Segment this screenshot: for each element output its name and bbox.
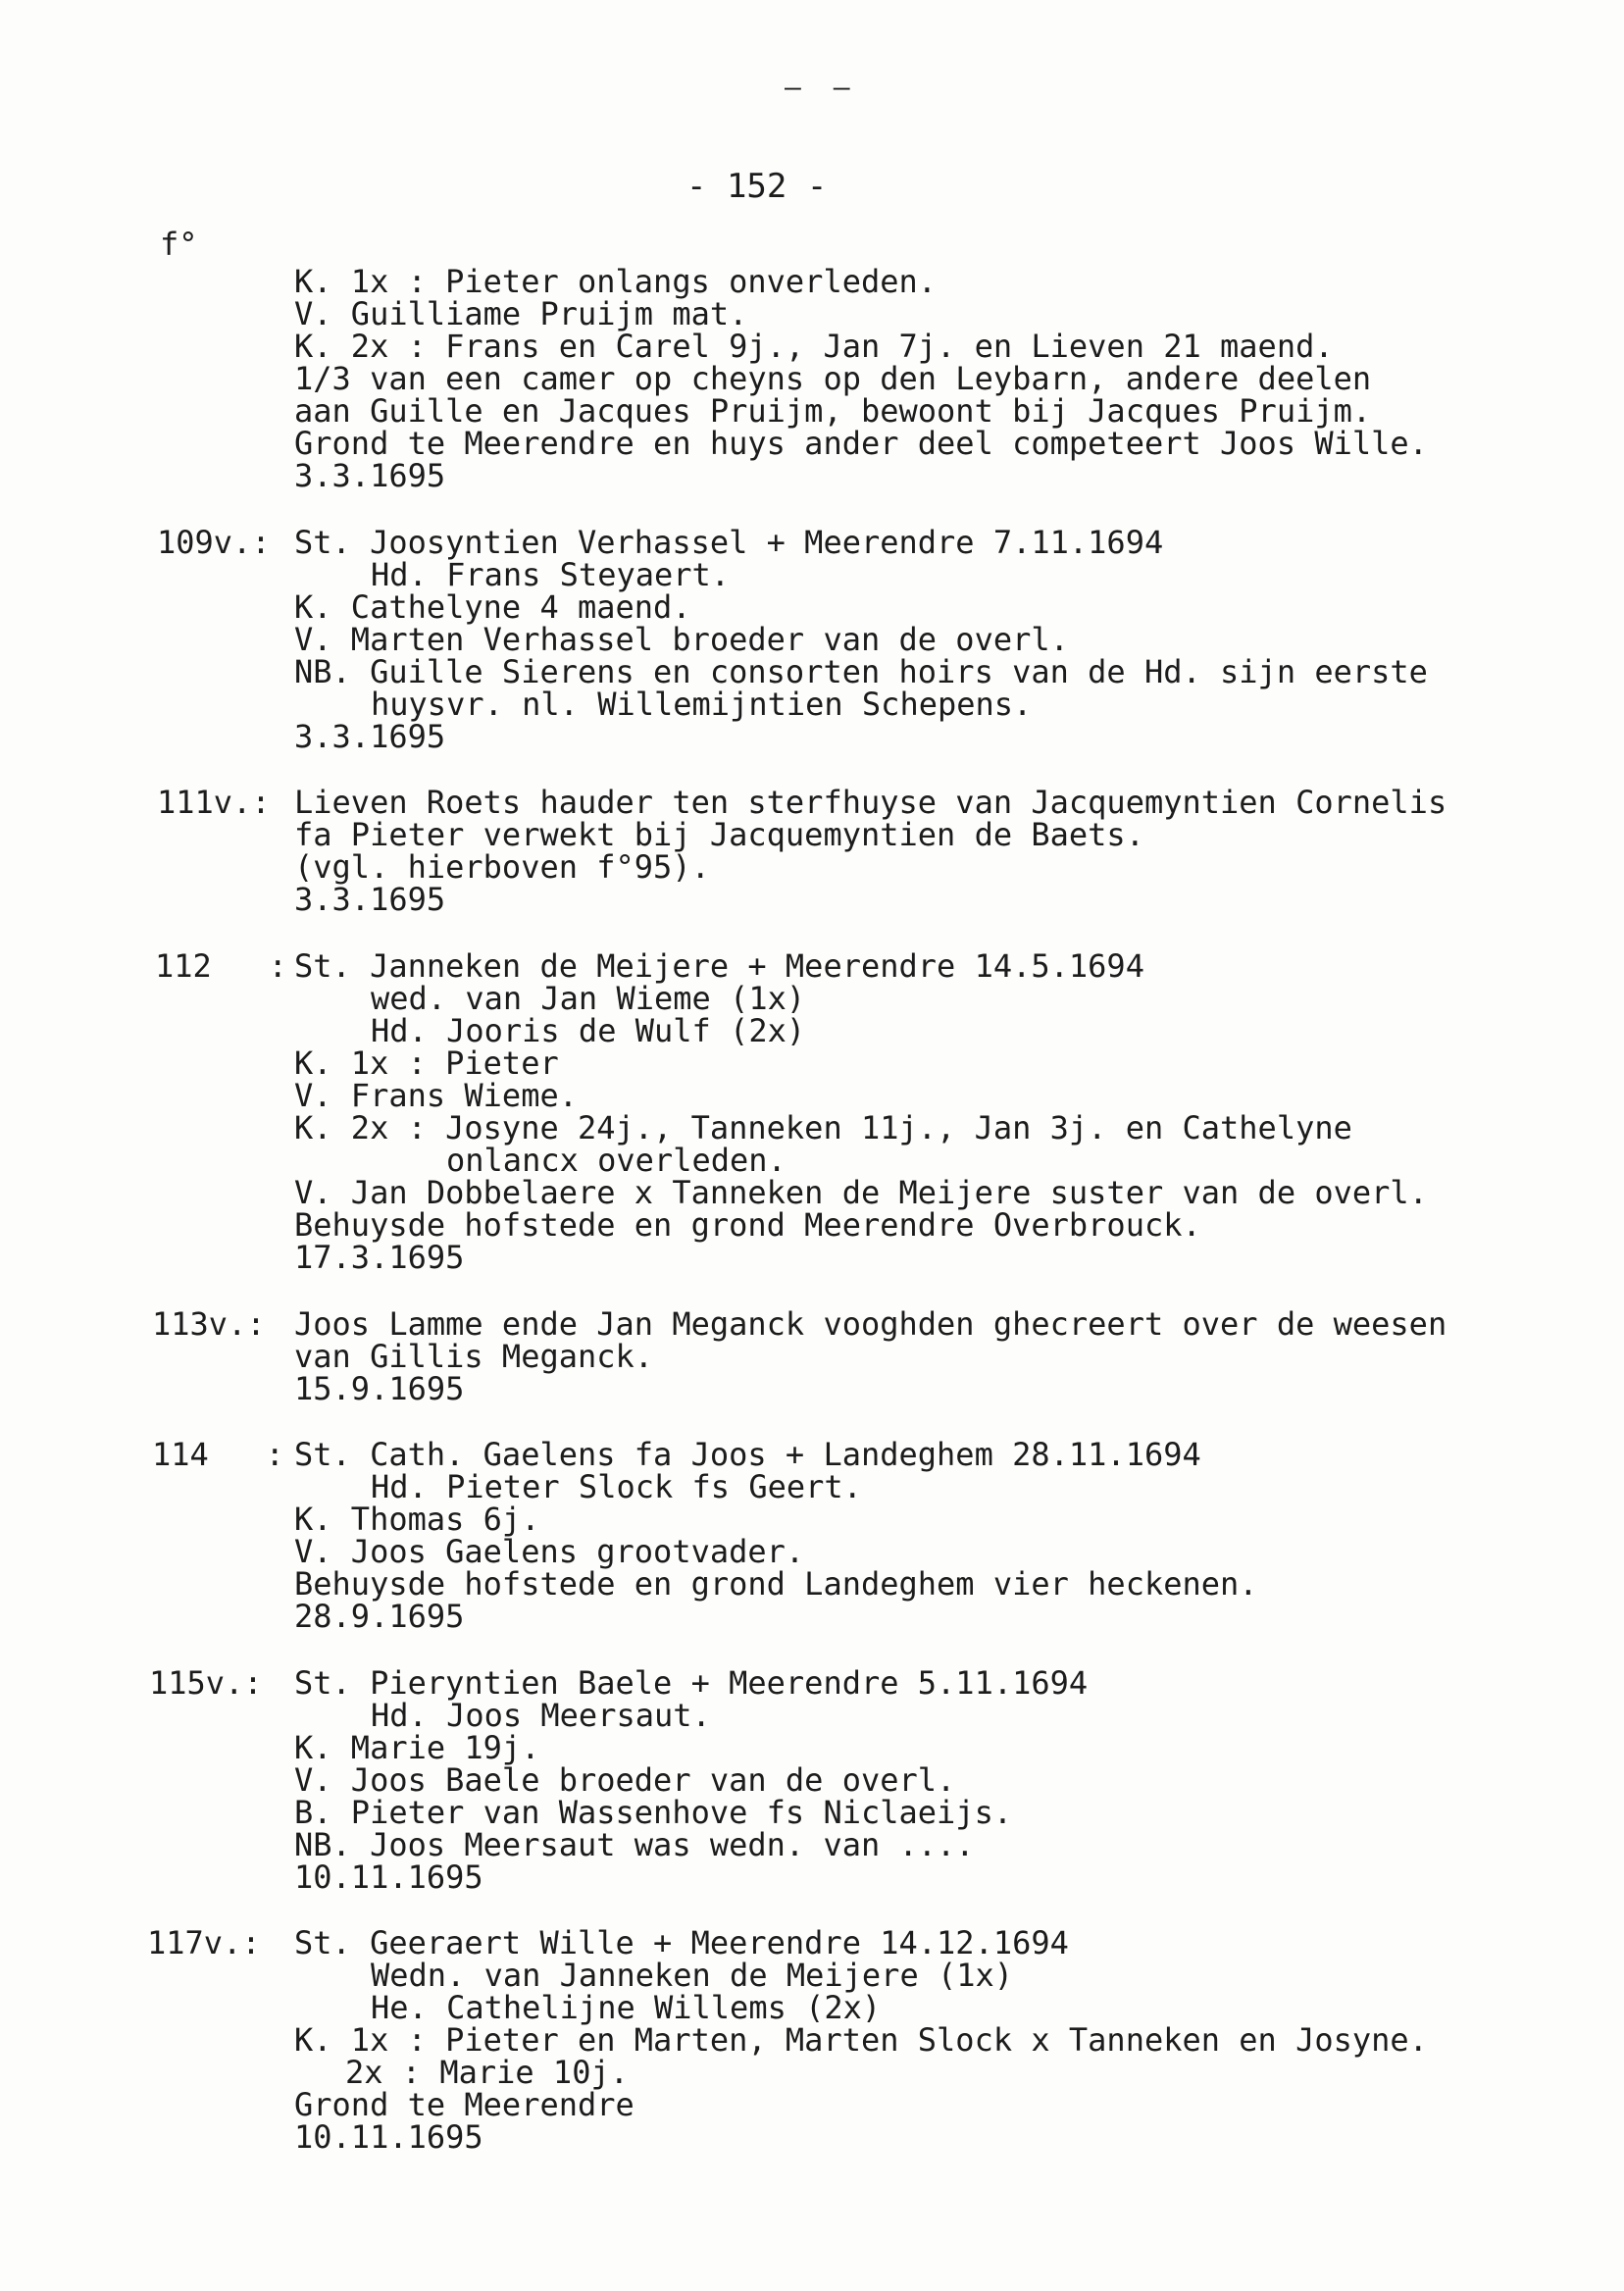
entry-line: (vgl. hierboven f°95). bbox=[294, 848, 710, 886]
folio-reference: 111v.: bbox=[157, 784, 271, 821]
entry-line: Hd. Joos Meersaut. bbox=[371, 1697, 711, 1734]
entry-line: Behuysde hofstede en grond Meerendre Overbrouck. bbox=[294, 1206, 1201, 1244]
entry-line: Joos Lamme ende Jan Meganck vooghden ghecreert over de weesen bbox=[294, 1305, 1447, 1343]
folio-reference: 112 : bbox=[155, 947, 287, 985]
entry-line: St. Pieryntien Baele + Meerendre 5.11.1694 bbox=[294, 1664, 1089, 1702]
entry-line: V. Jan Dobbelaere x Tanneken de Meijere suster van de overl. bbox=[294, 1174, 1428, 1211]
entry-line: K. 1x : Pieter onlangs onverleden. bbox=[294, 263, 938, 300]
entry-line: St. Geeraert Wille + Meerendre 14.12.1694 bbox=[294, 1924, 1069, 1961]
entry-line: V. Guilliame Pruijm mat. bbox=[294, 295, 748, 332]
entry-line: V. Joos Gaelens grootvader. bbox=[294, 1533, 805, 1570]
entry-line: 2x : Marie 10j. bbox=[345, 2054, 629, 2091]
entry-line: He. Cathelijne Willems (2x) bbox=[371, 1989, 882, 2026]
entry-line: NB. Guille Sierens en consorten hoirs van de Hd. sijn eerste bbox=[294, 653, 1428, 690]
entry-date: 10.11.1695 bbox=[294, 1858, 483, 1896]
entry-line: St. Cath. Gaelens fa Joos + Landeghem 28.11.1694 bbox=[294, 1436, 1201, 1473]
entry-date: 28.9.1695 bbox=[294, 1598, 465, 1635]
entry-date: 3.3.1695 bbox=[294, 718, 446, 755]
entry-line: huysvr. nl. Willemijntien Schepens. bbox=[371, 686, 1033, 723]
entry-line: NB. Joos Meersaut was wedn. van .... bbox=[294, 1826, 975, 1863]
entry-line: Wedn. van Janneken de Meijere (1x) bbox=[371, 1957, 1014, 1994]
entry-line: Lieven Roets hauder ten sterfhuyse van Jacquemyntien Cornelis bbox=[294, 784, 1447, 821]
page-number: - 152 - bbox=[686, 167, 828, 206]
entry-line: K. Cathelyne 4 maend. bbox=[294, 588, 691, 626]
entry-date: 15.9.1695 bbox=[294, 1370, 465, 1407]
entry-line: K. 2x : Josyne 24j., Tanneken 11j., Jan 3j. en Cathelyne bbox=[294, 1109, 1352, 1146]
entry-line: V. Frans Wieme. bbox=[294, 1077, 578, 1114]
entry-date: 3.3.1695 bbox=[294, 881, 446, 918]
entry-line: van Gillis Meganck. bbox=[294, 1338, 654, 1375]
folio-reference: 114 : bbox=[152, 1436, 284, 1473]
entry-line: wed. van Jan Wieme (1x) bbox=[371, 980, 806, 1017]
entry-line: onlancx overleden. bbox=[446, 1142, 787, 1179]
entry-line: St. Joosyntien Verhassel + Meerendre 7.11.1694 bbox=[294, 524, 1164, 561]
entry-line: fa Pieter verwekt bij Jacquemyntien de Baets. bbox=[294, 816, 1144, 853]
entry-line: K. Marie 19j. bbox=[294, 1729, 540, 1766]
entry-line: Grond te Meerendre bbox=[294, 2086, 634, 2123]
entry-line: Hd. Frans Steyaert. bbox=[371, 556, 731, 593]
entry-line: Hd. Pieter Slock fs Geert. bbox=[371, 1468, 862, 1505]
entry-date: 17.3.1695 bbox=[294, 1239, 465, 1276]
top-mark: – – bbox=[785, 71, 858, 103]
entry-line: V. Joos Baele broeder van de overl. bbox=[294, 1761, 956, 1799]
folio-reference: 113v.: bbox=[152, 1305, 266, 1343]
entry-line: 1/3 van een camer op cheyns op den Leybarn, andere deelen bbox=[294, 360, 1372, 397]
entry-line: K. 1x : Pieter en Marten, Marten Slock x Tanneken en Josyne. bbox=[294, 2021, 1428, 2059]
entry-date: 10.11.1695 bbox=[294, 2118, 483, 2156]
entry-line: St. Janneken de Meijere + Meerendre 14.5.1694 bbox=[294, 947, 1144, 985]
entry-line: K. 1x : Pieter bbox=[294, 1044, 559, 1082]
folio-reference: 117v.: bbox=[147, 1924, 261, 1961]
entry-line: Hd. Jooris de Wulf (2x) bbox=[371, 1012, 806, 1049]
entry-line: K. Thomas 6j. bbox=[294, 1501, 540, 1538]
folio-reference: 115v.: bbox=[149, 1664, 263, 1702]
entry-line: Grond te Meerendre en huys ander deel competeert Joos Wille. bbox=[294, 425, 1428, 462]
entry-line: B. Pieter van Wassenhove fs Niclaeijs. bbox=[294, 1794, 1013, 1831]
entry-line: K. 2x : Frans en Carel 9j., Jan 7j. en Lieven 21 maend. bbox=[294, 328, 1334, 365]
folio-mark: f° bbox=[160, 226, 198, 263]
entry-line: Behuysde hofstede en grond Landeghem vier heckenen. bbox=[294, 1565, 1258, 1603]
entry-line: V. Marten Verhassel broeder van de overl. bbox=[294, 621, 1069, 658]
entry-line: aan Guille en Jacques Pruijm, bewoont bij Jacques Pruijm. bbox=[294, 392, 1372, 430]
entry-date: 3.3.1695 bbox=[294, 457, 446, 494]
folio-reference: 109v.: bbox=[157, 524, 271, 561]
